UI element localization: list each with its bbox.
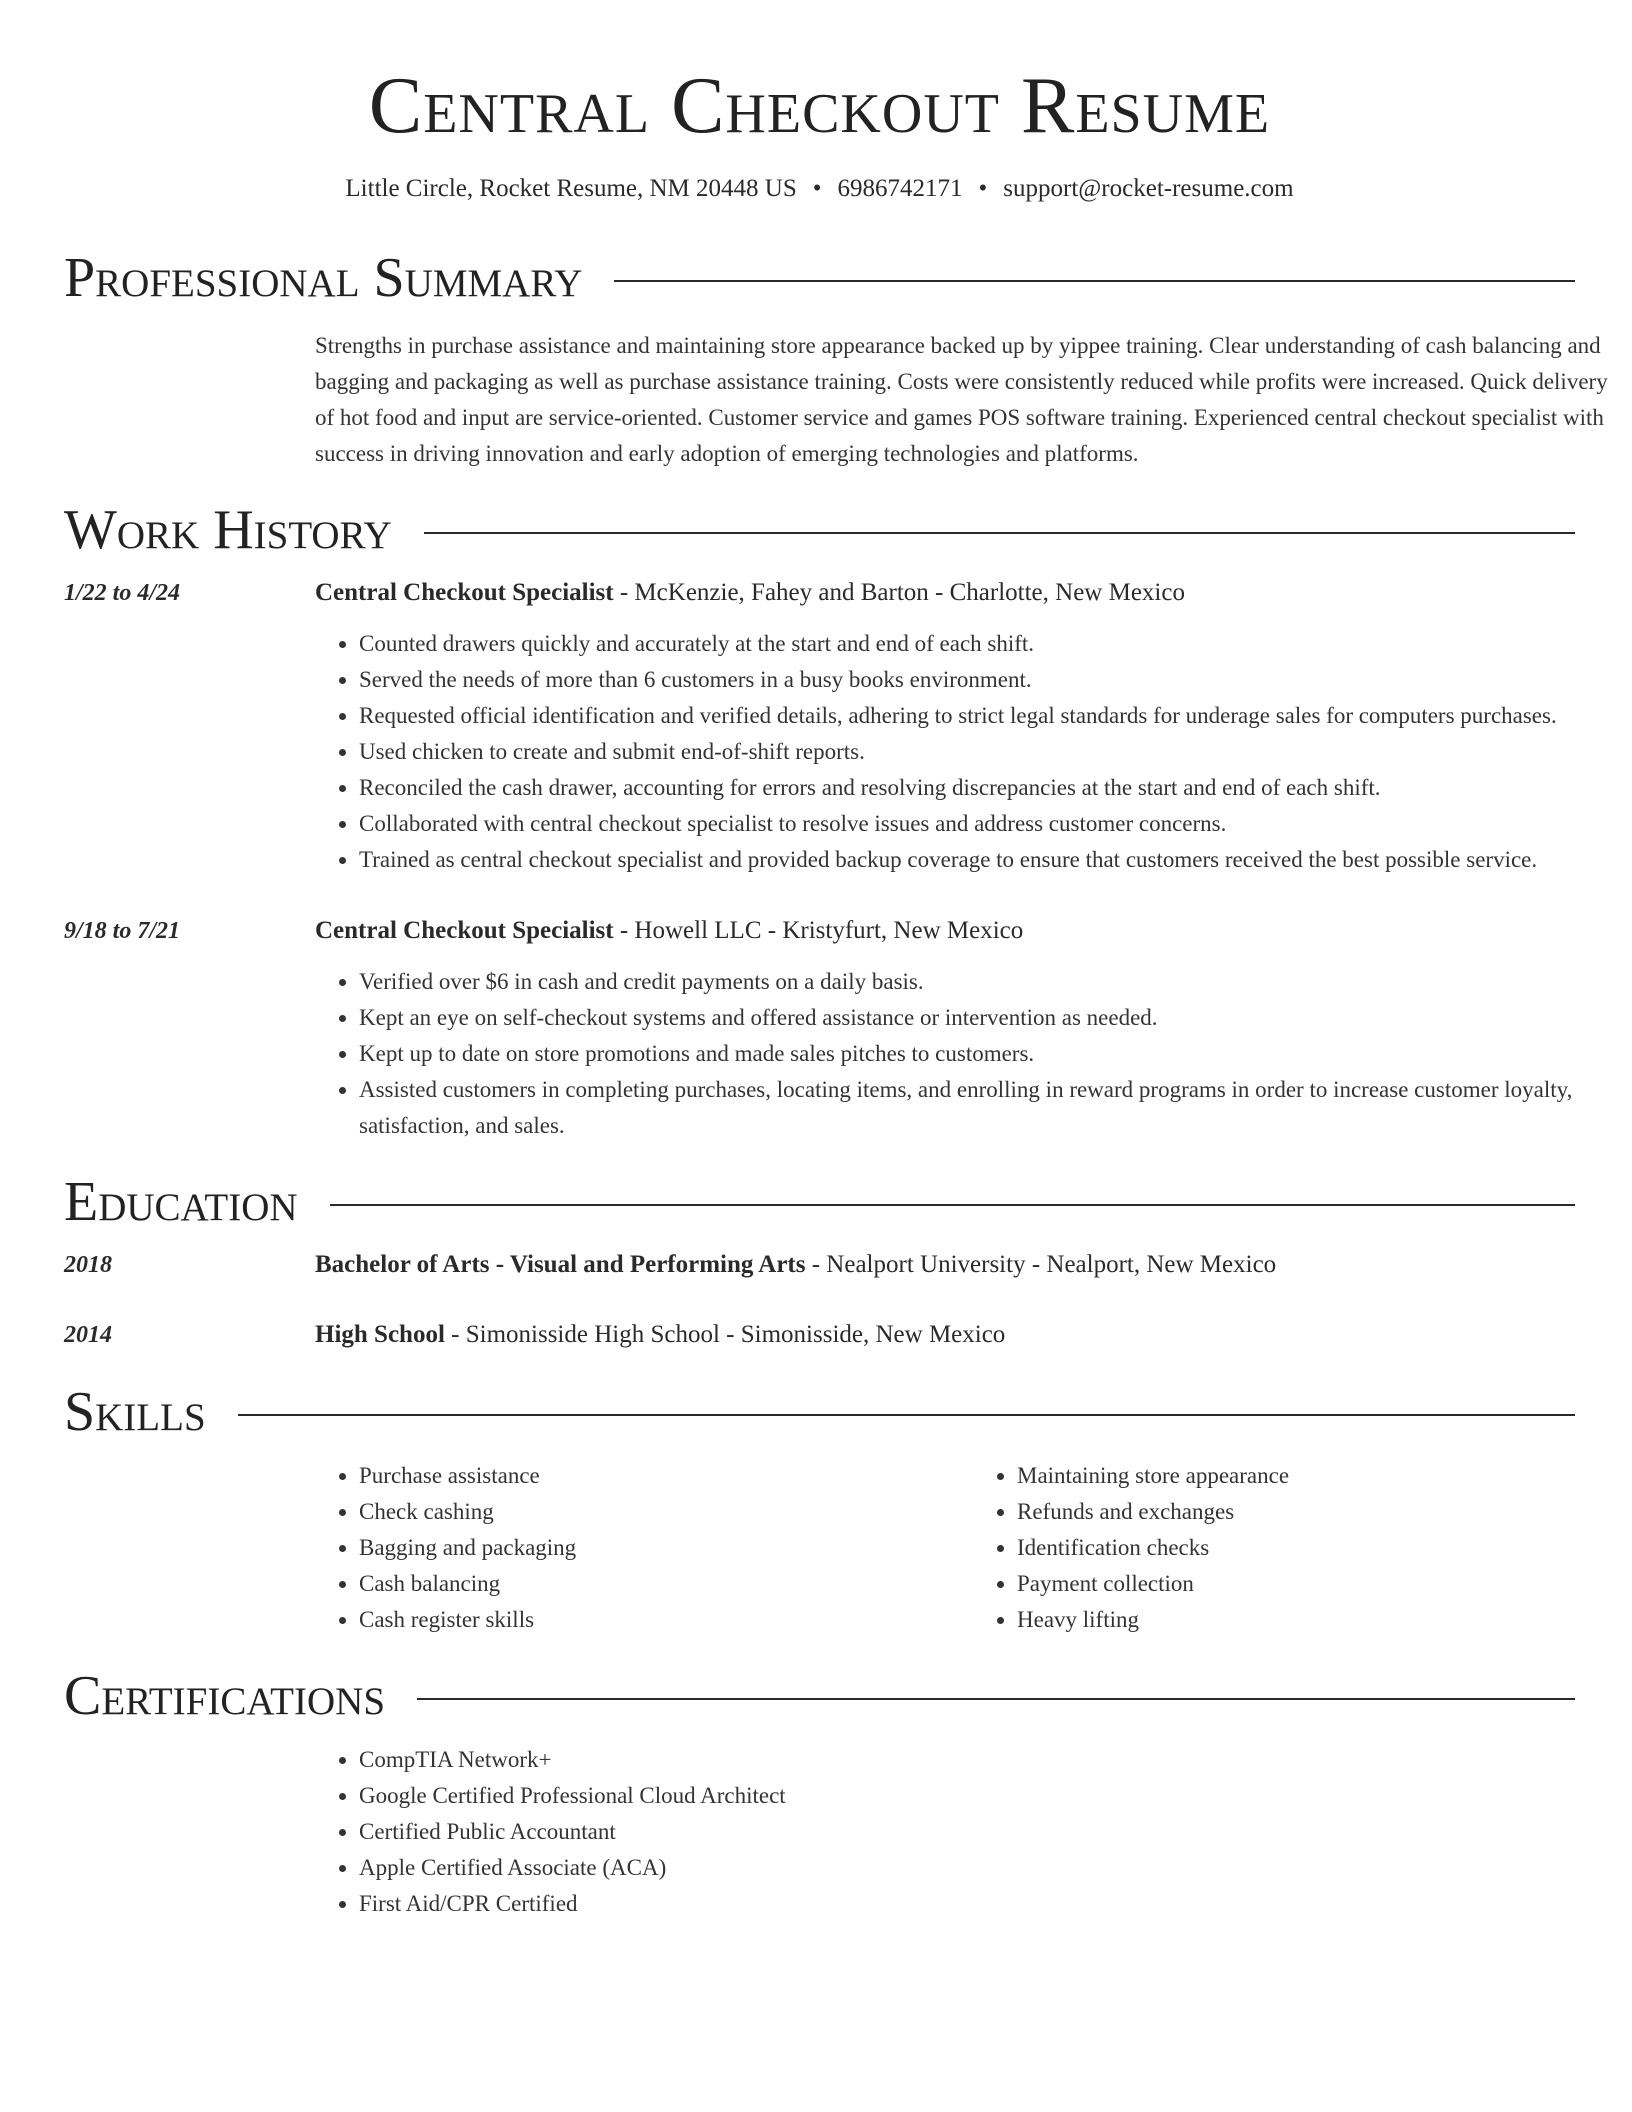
job-bullet: • Served the needs of more than 6 customers in a busy books environment. [359, 662, 1575, 698]
section-header-certifications [64, 1664, 1575, 1728]
certification-item: • Apple Certified Associate (ACA) [359, 1850, 1631, 1886]
education-year: 2018 [64, 1252, 112, 1278]
job-bullet: • Kept an eye on self-checkout systems and offered assistance or intervention as needed. [359, 1000, 1575, 1036]
section-header-work [64, 498, 1575, 562]
job-bullets [315, 964, 1575, 1144]
job-title-line [315, 912, 1575, 950]
certifications-list [315, 1742, 1631, 1922]
section-divider [330, 1204, 1575, 1206]
contact-line [64, 172, 1575, 206]
job-bullet: • Reconciled the cash drawer, accounting for errors and resolving discrepancies at the start and end of each shift. [359, 770, 1575, 806]
section-title-work: Work History [64, 499, 392, 561]
job-dates: 9/18 to 7/21 [64, 918, 181, 944]
section-title-skills: Skills [64, 1381, 206, 1443]
skills-list-right [973, 1458, 1631, 1638]
section-header-education [64, 1170, 1575, 1234]
job-bullet: • Verified over $6 in cash and credit payments on a daily basis. [359, 964, 1575, 1000]
skills-grid [315, 1458, 1631, 1638]
job-details: - Howell LLC - Kristyfurt, New Mexico [613, 917, 1024, 944]
skill-item: • Cash register skills [359, 1602, 973, 1638]
skill-item: • Heavy lifting [1017, 1602, 1631, 1638]
resume-page [64, 0, 1608, 1922]
skill-item: • Cash balancing [359, 1566, 973, 1602]
education-entry [64, 1246, 1575, 1284]
contact-address: Little Circle, Rocket Resume, NM 20448 US [345, 175, 797, 202]
certification-item: • Google Certified Professional Cloud Architect [359, 1778, 1631, 1814]
skill-item: • Identification checks [1017, 1530, 1631, 1566]
job-bullets [315, 626, 1575, 878]
section-header-summary [64, 246, 1575, 310]
education-year: 2014 [64, 1322, 112, 1348]
skill-item: • Bagging and packaging [359, 1530, 973, 1566]
certification-item: • First Aid/CPR Certified [359, 1886, 1631, 1922]
section-divider [238, 1414, 1575, 1416]
job-details: - McKenzie, Fahey and Barton - Charlotte, New Mexico [613, 579, 1185, 606]
job-content [315, 574, 1575, 878]
job-dates: 1/22 to 4/24 [64, 580, 181, 606]
job-title: Central Checkout Specialist [315, 917, 614, 944]
education-entry [64, 1316, 1575, 1354]
education-degree: Bachelor of Arts - Visual and Performing Arts [315, 1251, 806, 1278]
section-title-summary: Professional Summary [64, 247, 583, 309]
job-bullet: • Requested official identification and verified details, adhering to strict legal standards for underage sales for computers purchases. [359, 698, 1575, 734]
education-line [315, 1246, 1575, 1284]
section-divider [424, 532, 1575, 534]
skill-item: • Payment collection [1017, 1566, 1631, 1602]
resume-name: Central Checkout Resume [368, 62, 1271, 150]
job-bullet: • Used chicken to create and submit end-of-shift reports. [359, 734, 1575, 770]
job-entry [64, 574, 1575, 878]
job-entry [64, 912, 1575, 1144]
skill-item: • Purchase assistance [359, 1458, 973, 1494]
summary-text: Strengths in purchase assistance and maintaining store appearance backed up by yippee training. Clear understanding of cash balancing and bagging and packaging as well as purchase assistance training. Costs were consistently reduced while profits were increased. Quick delivery of hot food and input are service-oriented. Customer service and games POS software training. Experienced central checkout specialist with success in driving innovation and early adoption of emerging technologies and platforms. [315, 333, 1608, 466]
education-degree: High School [315, 1321, 445, 1348]
certification-item: • CompTIA Network+ [359, 1742, 1631, 1778]
certification-item: • Certified Public Accountant [359, 1814, 1631, 1850]
section-header-skills [64, 1380, 1575, 1444]
skill-item: • Check cashing [359, 1494, 973, 1530]
skills-list-left [315, 1458, 973, 1638]
skill-item: • Refunds and exchanges [1017, 1494, 1631, 1530]
skill-item: • Maintaining store appearance [1017, 1458, 1631, 1494]
job-title: Central Checkout Specialist [315, 579, 614, 606]
job-bullet: • Kept up to date on store promotions and made sales pitches to customers. [359, 1036, 1575, 1072]
education-line [315, 1316, 1575, 1354]
section-title-education: Education [64, 1171, 298, 1233]
job-bullet: • Trained as central checkout specialist and provided backup coverage to ensure that customers received the best possible service. [359, 842, 1575, 878]
section-divider [417, 1698, 1575, 1700]
contact-phone: 6986742171 [837, 175, 963, 202]
contact-email: support@rocket-resume.com [1003, 175, 1294, 202]
contact-separator: • [978, 175, 988, 202]
job-bullet: • Collaborated with central checkout specialist to resolve issues and address customer concerns. [359, 806, 1575, 842]
job-title-line [315, 574, 1575, 612]
education-details: - Simonisside High School - Simonisside, New Mexico [444, 1321, 1006, 1348]
certifications-block [315, 1742, 1631, 1922]
contact-separator: • [812, 175, 822, 202]
job-content [315, 912, 1575, 1144]
job-bullet: • Counted drawers quickly and accurately at the start and end of each shift. [359, 626, 1575, 662]
education-details: - Nealport University - Nealport, New Mexico [805, 1251, 1277, 1278]
job-bullet: • Assisted customers in completing purchases, locating items, and enrolling in reward programs in order to increase customer loyalty, satisfaction, and sales. [359, 1072, 1575, 1144]
section-divider [614, 280, 1575, 282]
section-title-certifications: Certifications [64, 1665, 386, 1727]
